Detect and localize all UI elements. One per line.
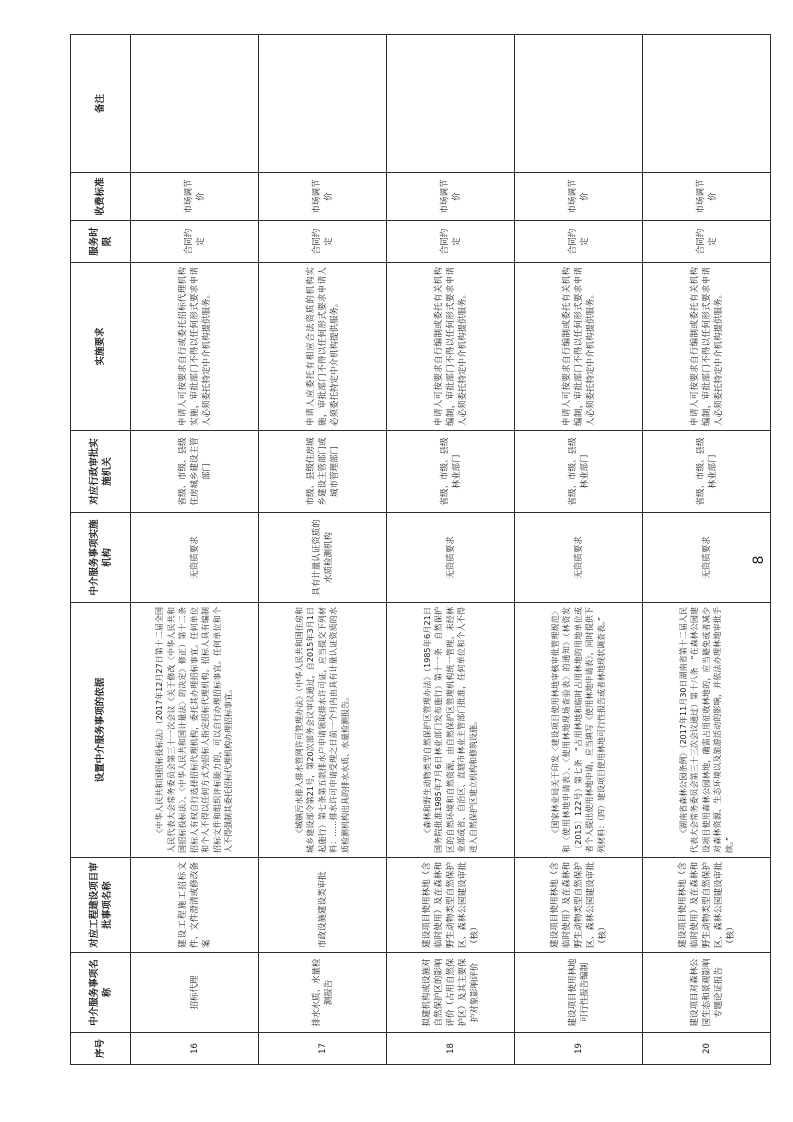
cell-time: 合同约定	[643, 221, 771, 263]
cell-remark	[643, 35, 771, 173]
cell-approval: 建设项目使用林地（含临时使用）及在森林和野生动物类型自然保护区、森林公园建设审批（核）	[387, 858, 515, 953]
cell-fee: 市场调节价	[515, 173, 643, 221]
cell-requirements: 申请人可按要求自行编制或委托有关机构编制，审批部门不得以任何形式要求申请人必须委托特定中介机构提供服务。	[515, 263, 643, 431]
table-header-row	[71, 35, 131, 1065]
cell-time: 合同约定	[387, 221, 515, 263]
cell-dept: 市级、县级住房城乡建设主管部门或城市管理部门	[259, 431, 387, 513]
header-basis: 设置中介服务事项的依据	[71, 603, 131, 858]
cell-name: 建设项目使用林地可行性报告编制	[515, 953, 643, 1033]
header-dept: 对应行政审批实施机关	[71, 431, 131, 513]
cell-approval: 建设项目使用林地（含临时使用）及在森林和野生动物类型自然保护区、森林公园建设审批（核）	[515, 858, 643, 953]
cell-approval: 建设工程施工招标文件、文件澄清或修改备案	[131, 858, 259, 953]
cell-time: 合同约定	[131, 221, 259, 263]
cell-seq: 18	[387, 1033, 515, 1065]
cell-seq: 19	[515, 1033, 643, 1065]
cell-name: 排水水质、水量检测报告	[259, 953, 387, 1033]
cell-agency: 无资质要求	[643, 513, 771, 603]
cell-dept: 省级、市级、县级林业部门	[387, 431, 515, 513]
table-row	[131, 35, 259, 1065]
cell-requirements: 申请人应委托有相应合法资质的机构实施，审批部门不得以任何形式要求申请人必须委托特定中介机构提供服务。	[259, 263, 387, 431]
cell-basis: 《湖南省森林公园条例》（2017年11月30日湖南省第十二届人民代表大会常务委员会第三十三次会议通过）第十八条 “在森林公园建设项目使用森林公园林地，确需占用征收林地的，应当避免或者减少对森林资源、生态环境以及旅游活动的影响，并依法办理林地审批手续。”	[643, 603, 771, 858]
cell-requirements: 申请人可按要求自行或委托招标代理机构实施，审批部门不得以任何形式要求申请人必须委托特定中介机构提供服务。	[131, 263, 259, 431]
cell-fee: 市场调节价	[131, 173, 259, 221]
cell-agency: 无资质要求	[131, 513, 259, 603]
intermediary-services-table	[70, 34, 771, 1065]
cell-basis: 《中华人民共和国招标投标法》（2017年12月27日第十二届全国人民代表大会常务委员会第三十一次会议《关于修改〈中华人民共和国招标投标法〉、〈中华人民共和国计量法〉的决定》修正）第十二条招标人有权自行选择招标代理机构，委托其办理招标事宜。任何单位和个人不得以任何方式为招标人指定招标代理机构。招标人具有编制招标文件和组织评标能力的，可以自行办理招标事宜。任何单位和个人不得强制其委托招标代理机构办理招标事宜。	[131, 603, 259, 858]
cell-seq: 17	[259, 1033, 387, 1065]
cell-dept: 省级、市级、县级林业部门	[515, 431, 643, 513]
cell-dept: 省级、市级、县级住房城乡建设主管部门	[131, 431, 259, 513]
header-remark: 备注	[71, 35, 131, 173]
cell-fee: 市场调节价	[259, 173, 387, 221]
cell-agency: 具有计量认证资质的水质检测机构	[259, 513, 387, 603]
table-row	[387, 35, 515, 1065]
cell-agency: 无资质要求	[515, 513, 643, 603]
table-row	[515, 35, 643, 1065]
rotated-table-wrapper	[70, 35, 770, 1065]
cell-remark	[515, 35, 643, 173]
table-row	[643, 35, 771, 1065]
cell-basis: 《城镇污水排入排水管网许可管理办法》（中华人民共和国住房和城乡建设部令第21号，第20次部务会议审议通过，自2015年3月1日起施行）第七条第五款排水户申请领取排水许可证，应当提交下列材料：……排水许可申请受理之日前一个月内由具有计量认证资质的水质检测机构出具的排水水质、水量检测报告。	[259, 603, 387, 858]
cell-time: 合同约定	[259, 221, 387, 263]
header-requirements: 实施要求	[71, 263, 131, 431]
cell-name: 建设项目对森林公园生态和景观影响专题论证报告	[643, 953, 771, 1033]
cell-basis: 《森林和野生动物类型自然保护区管理办法》（1985年6月21日国务院批准1985年7月6日林业部门发布施行）第十一条 自然保护区的自然环境和自然资源，由自然保护区管理机构统一管理。未经林业部或省、自治区、直辖市林业主管部门批准，任何单位和个人不得进入自然保护区建立机构和修筑设施。	[387, 603, 515, 858]
cell-seq: 16	[131, 1033, 259, 1065]
header-fee: 收费标准	[71, 173, 131, 221]
cell-agency: 无资质要求	[387, 513, 515, 603]
header-name: 中介服务事项名称	[71, 953, 131, 1033]
cell-remark	[259, 35, 387, 173]
cell-approval: 建设项目使用林地（含临时使用）及在森林和野生动物类型自然保护区、森林公园建设审批（核）	[643, 858, 771, 953]
header-approval: 对应工程建设项目审批事项名称	[71, 858, 131, 953]
cell-approval: 市政设施建设类审批	[259, 858, 387, 953]
cell-dept: 省级、市级、县级林业部门	[643, 431, 771, 513]
cell-seq: 20	[643, 1033, 771, 1065]
header-time: 服务时限	[71, 221, 131, 263]
header-seq: 序号	[71, 1033, 131, 1065]
cell-requirements: 申请人可按要求自行编制或委托有关机构编制，审批部门不得以任何形式要求申请人必须委托特定中介机构提供服务。	[643, 263, 771, 431]
cell-remark	[387, 35, 515, 173]
cell-time: 合同约定	[515, 221, 643, 263]
cell-requirements: 申请人可按要求自行编制或委托有关机构编制，审批部门不得以任何形式要求申请人必须委托特定中介机构提供服务。	[387, 263, 515, 431]
cell-fee: 市场调节价	[643, 173, 771, 221]
page-number: 8	[751, 555, 767, 565]
cell-name: 招标代理	[131, 953, 259, 1033]
header-agency: 中介服务事项实施机构	[71, 513, 131, 603]
cell-name: 拟建机构或设施对自然保护区的影响评价（占用自然保护区）及其主要保护对象影响评价	[387, 953, 515, 1033]
cell-fee: 市场调节价	[387, 173, 515, 221]
cell-basis: 《国家林业局关于印发〈建设项目使用林地审核审批管理规范〉和〈使用林地申请表〉、〈使用林地现场查验表〉的通知》（林资发〔2015〕122号）第七条 “占用林地和临时占用林地的用地单位或者个人提出使用林地申请，应当填写《使用林地申请表》，同时提供下列材料：（四）建设项目使用林地可行性报告或者林地现状调查表。”	[515, 603, 643, 858]
table-row	[259, 35, 387, 1065]
cell-remark	[131, 35, 259, 173]
